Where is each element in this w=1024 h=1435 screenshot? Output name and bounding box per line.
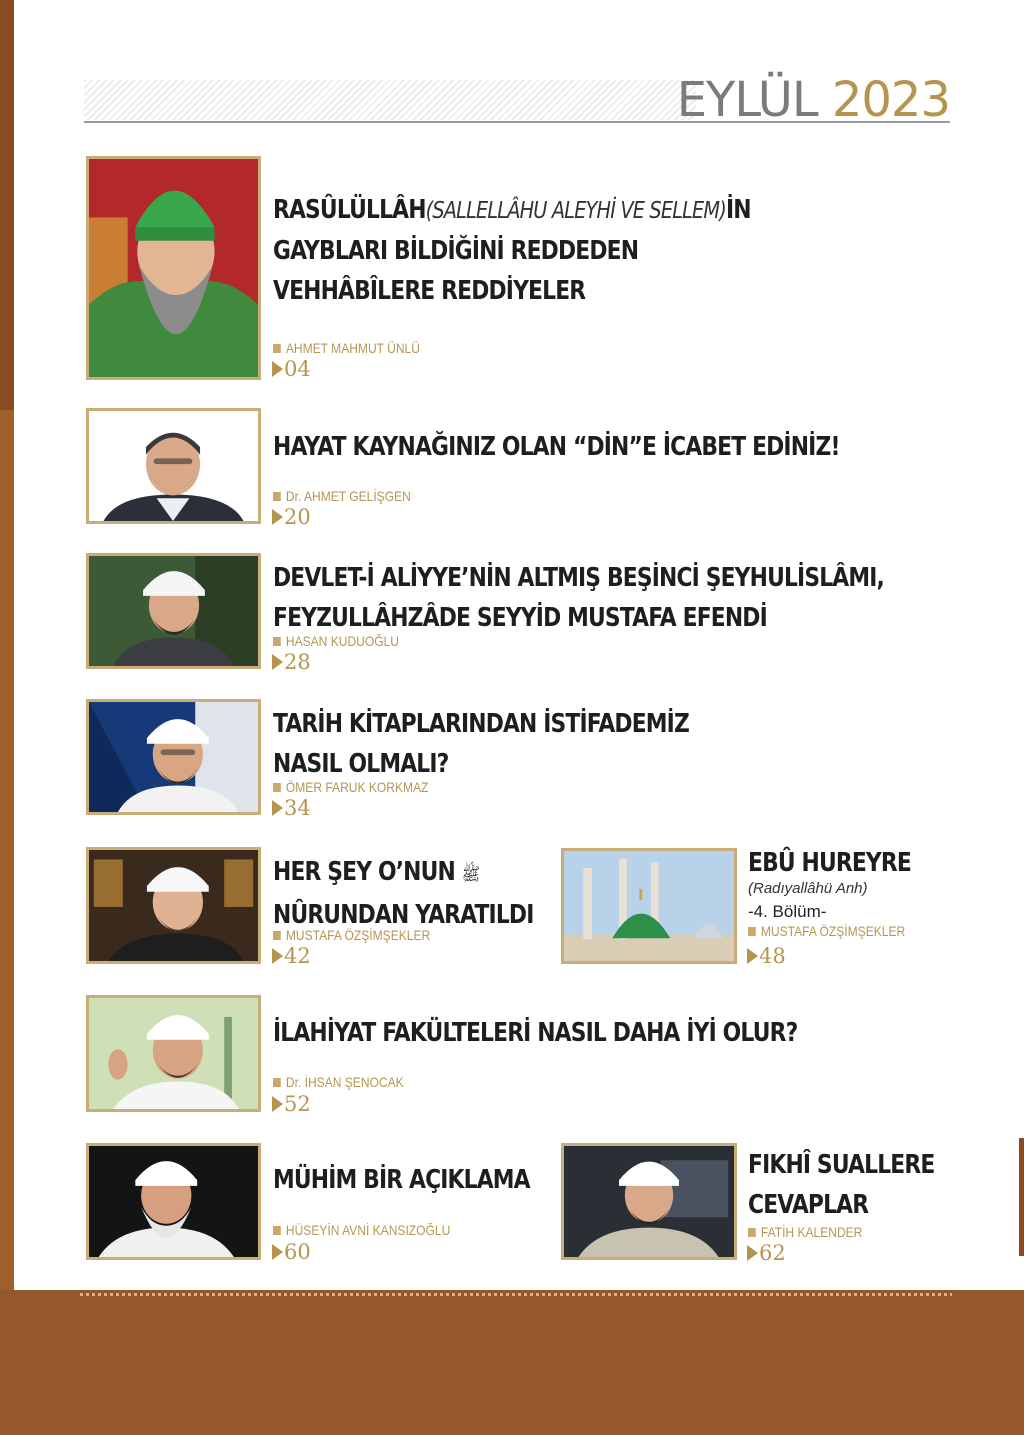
issue-month: EYLÜL — [676, 72, 818, 128]
article-thumbnail[interactable] — [86, 156, 261, 380]
article-part: -4. Bölüm- — [748, 902, 827, 921]
play-arrow-icon — [272, 361, 283, 377]
article-title[interactable] — [273, 427, 840, 467]
article-thumbnail[interactable] — [561, 848, 737, 964]
article-page-link[interactable]: 20 — [272, 505, 311, 529]
article-title[interactable] — [748, 1145, 934, 1225]
article-title[interactable] — [273, 1160, 530, 1200]
article-subtitle: (Radıyallâhü Anh) — [748, 880, 868, 897]
article-page-link[interactable]: 48 — [747, 944, 786, 968]
article-title-line: MÜHİM BİR AÇIKLAMA — [273, 1165, 530, 1195]
article-title[interactable]: HER ŞEY O’NUN ﷺ NÛRUNDAN YARATILDI — [273, 852, 533, 935]
right-edge-marker — [1019, 1138, 1024, 1256]
play-arrow-icon — [272, 948, 283, 964]
article-author: AHMET MAHMUT ÜNLÜ — [273, 340, 420, 356]
article-title-line: EBÛ HUREYRE — [748, 848, 911, 878]
article-page-link[interactable]: 28 — [272, 650, 311, 674]
article-author: FATİH KALENDER — [748, 1224, 862, 1240]
article-title-line: GAYBLARI BİLDİĞİNİ REDDEDEN — [273, 236, 639, 266]
article-title[interactable] — [273, 704, 689, 784]
article-thumbnail[interactable] — [86, 995, 261, 1112]
issue-year: 2023 — [831, 72, 950, 128]
author-bullet-icon — [273, 637, 281, 646]
article-title-line: İLAHİYAT FAKÜLTELERİ NASIL DAHA İYİ OLUR? — [273, 1018, 798, 1048]
article-title-line: NÛRUNDAN YARATILDI — [273, 900, 534, 930]
left-edge-stripe — [0, 0, 14, 410]
article-author: Dr. AHMET GELİŞGEN — [273, 488, 411, 504]
article-author: Dr. İHSAN ŞENOCAK — [273, 1074, 404, 1090]
play-arrow-icon — [272, 1244, 283, 1260]
article-title-line: VEHHÂBÎLERE REDDİYELER — [273, 276, 586, 306]
article-title[interactable] — [273, 558, 884, 638]
article-title[interactable] — [273, 1013, 797, 1053]
footer-band — [0, 1290, 1024, 1435]
article-title-line: TARİH KİTAPLARINDAN İSTİFADEMİZ — [273, 709, 689, 739]
salawat-glyph: ﷺ — [461, 864, 480, 885]
author-bullet-icon — [748, 927, 756, 936]
article-thumbnail[interactable] — [86, 1143, 261, 1260]
article-author: HASAN KUDUOĞLU — [273, 633, 399, 649]
article-title-line: DEVLET-İ ALİYYE’NİN ALTMIŞ BEŞİNCİ ŞEYHULİSLÂMI, — [273, 563, 885, 593]
author-bullet-icon — [273, 1226, 281, 1235]
article-author: ÖMER FARUK KORKMAZ — [273, 779, 428, 795]
author-bullet-icon — [273, 783, 281, 792]
author-bullet-icon — [273, 492, 281, 501]
play-arrow-icon — [747, 948, 758, 964]
article-thumbnail[interactable] — [86, 553, 261, 669]
article-title-line: HAYAT KAYNAĞINIZ OLAN “DİN”E İCABET EDİNİZ! — [273, 432, 840, 462]
article-page-link[interactable]: 04 — [272, 357, 311, 381]
article-thumbnail[interactable] — [86, 408, 261, 524]
article-thumbnail[interactable] — [561, 1143, 737, 1260]
article-title-line: CEVAPLAR — [748, 1190, 869, 1220]
article-page-link[interactable]: 34 — [272, 796, 311, 820]
article-title-honorific: (SALLELLÂHU ALEYHİ VE SELLEM) — [425, 198, 726, 224]
article-page-link[interactable]: 62 — [747, 1241, 786, 1265]
article-title[interactable]: RASÛLÜLLÂH(SALLELLÂHU ALEYHİ VE SELLEM)İN GAYBLARI BİLDİĞİNİ REDDEDEN VEHHÂBÎLERE REDDİYELER — [273, 190, 751, 311]
author-bullet-icon — [273, 344, 281, 353]
article-page-link[interactable]: 42 — [272, 944, 311, 968]
article-page-link[interactable]: 52 — [272, 1092, 311, 1116]
article-author: MUSTAFA ÖZŞİMŞEKLER — [748, 923, 905, 939]
article-thumbnail[interactable] — [86, 699, 261, 815]
play-arrow-icon — [272, 1096, 283, 1112]
play-arrow-icon — [272, 654, 283, 670]
author-bullet-icon — [273, 931, 281, 940]
issue-date — [677, 74, 950, 126]
play-arrow-icon — [272, 800, 283, 816]
play-arrow-icon — [272, 509, 283, 525]
article-thumbnail[interactable] — [86, 847, 261, 964]
article-title-line: FIKHÎ SUALLERE — [748, 1150, 935, 1180]
header-hatch-band — [84, 80, 696, 120]
article-title[interactable] — [748, 843, 911, 883]
footer-dotted-rule — [80, 1293, 952, 1296]
article-page-link[interactable]: 60 — [272, 1240, 311, 1264]
author-bullet-icon — [748, 1228, 756, 1237]
play-arrow-icon — [747, 1245, 758, 1261]
article-title-line: FEYZULLÂHZÂDE SEYYİD MUSTAFA EFENDİ — [273, 603, 767, 633]
article-title-line: NASIL OLMALI? — [273, 749, 449, 779]
article-author: MUSTAFA ÖZŞİMŞEKLER — [273, 927, 430, 943]
author-bullet-icon — [273, 1078, 281, 1087]
article-author: HÜSEYİN AVNİ KANSIZOĞLU — [273, 1222, 450, 1238]
left-edge-stripe-lower — [0, 410, 14, 1290]
